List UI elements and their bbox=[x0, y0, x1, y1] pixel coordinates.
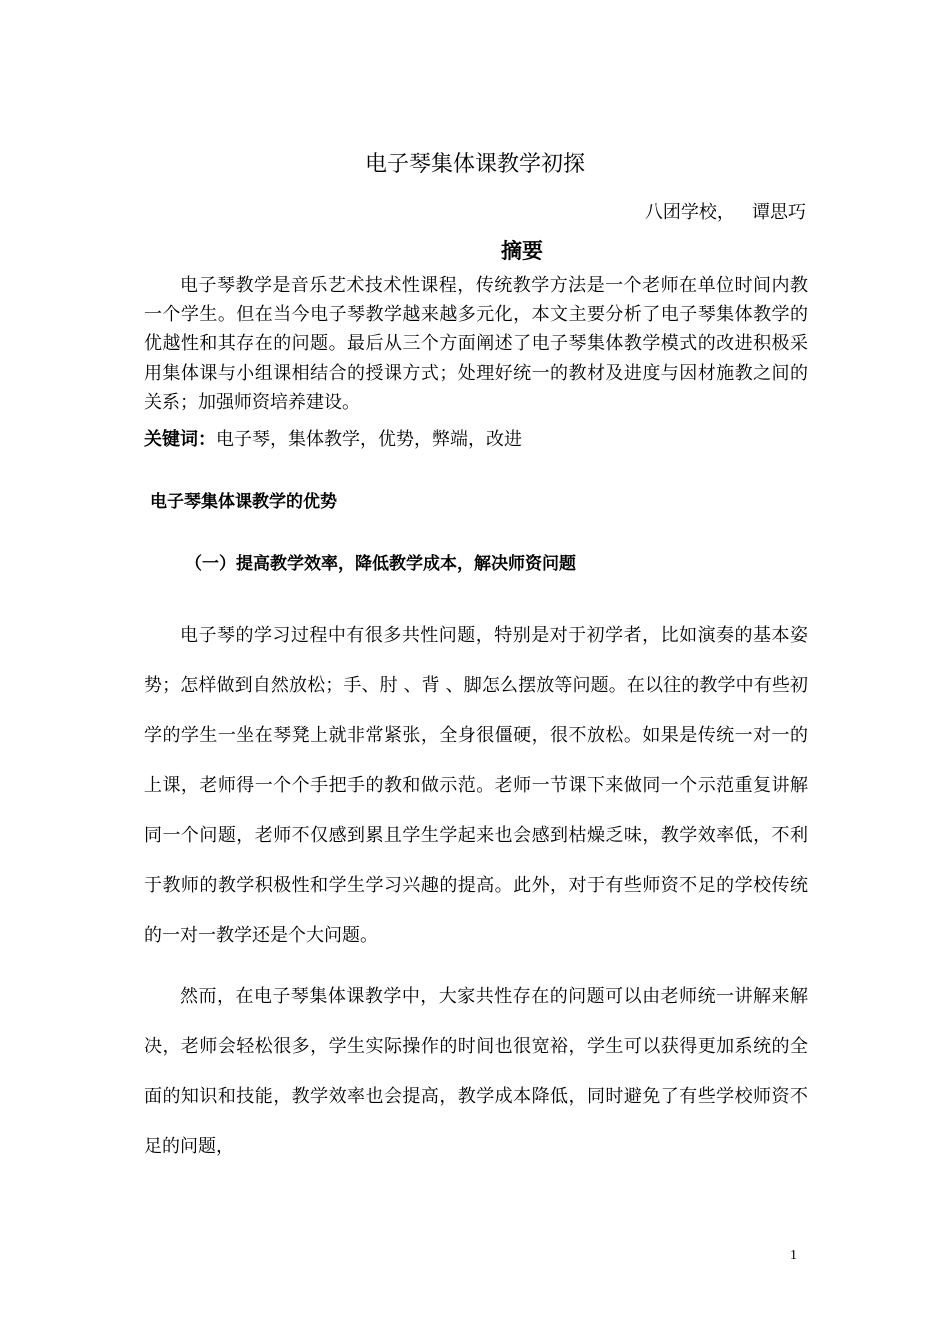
body-paragraph-1: 电子琴的学习过程中有很多共性问题，特别是对于初学者，比如演奏的基本姿势；怎样做到自然放松；手、肘 、背 、脚怎么摆放等问题。在以往的教学中有些初学的学生一坐在琴凳上就非常紧张，全身很僵硬，很不放松。如果是传统一对一的上课，老师得一个个手把手的教和做示范。老师一节课下来做同一个示范重复讲解同一个问题，老师不仅感到累且学生学起来也会感到枯燥乏味，教学效率低，不利于教师的教学积极性和学生学习兴趣的提高。此外，对于有些师资不足的学校传统的一对一教学还是个大问题。 bbox=[144, 625, 808, 946]
keywords-label: 关键词： bbox=[144, 429, 216, 450]
author-line: 八团学校， 谭思巧 bbox=[644, 202, 806, 223]
abstract-heading: 摘要 bbox=[501, 239, 543, 263]
body-paragraph-2: 然而，在电子琴集体课教学中，大家共性存在的问题可以由老师统一讲解来解决，老师会轻松很多，学生实际操作的时间也很宽裕，学生可以获得更加系统的全面的知识和技能，教学效率也会提高，教学成本降低，同时避免了有些学校师资不足的问题， bbox=[144, 986, 808, 1157]
subsection-heading: （一）提高教学效率，降低教学成本，解决师资问题 bbox=[185, 554, 576, 574]
section-heading: 电子琴集体课教学的优势 bbox=[150, 492, 337, 512]
document-title: 电子琴集体课教学初探 bbox=[364, 152, 585, 177]
keywords-line bbox=[144, 426, 522, 454]
page-number: 1 bbox=[790, 1248, 797, 1263]
abstract-body: 电子琴教学是音乐艺术技术性课程，传统教学方法是一个老师在单位时间内教一个学生。但在当今电子琴教学越来越多元化，本文主要分析了电子琴集体教学的优越性和其存在的问题。最后从三个方面阐述了电子琴集体教学模式的改进积极采用集体课与小组课相结合的授课方式；处理好统一的教材及进度与因材施教之间的关系；加强师资培养建设。 bbox=[144, 275, 808, 413]
keywords-text: 电子琴，集体教学，优势，弊端，改进 bbox=[216, 429, 522, 450]
